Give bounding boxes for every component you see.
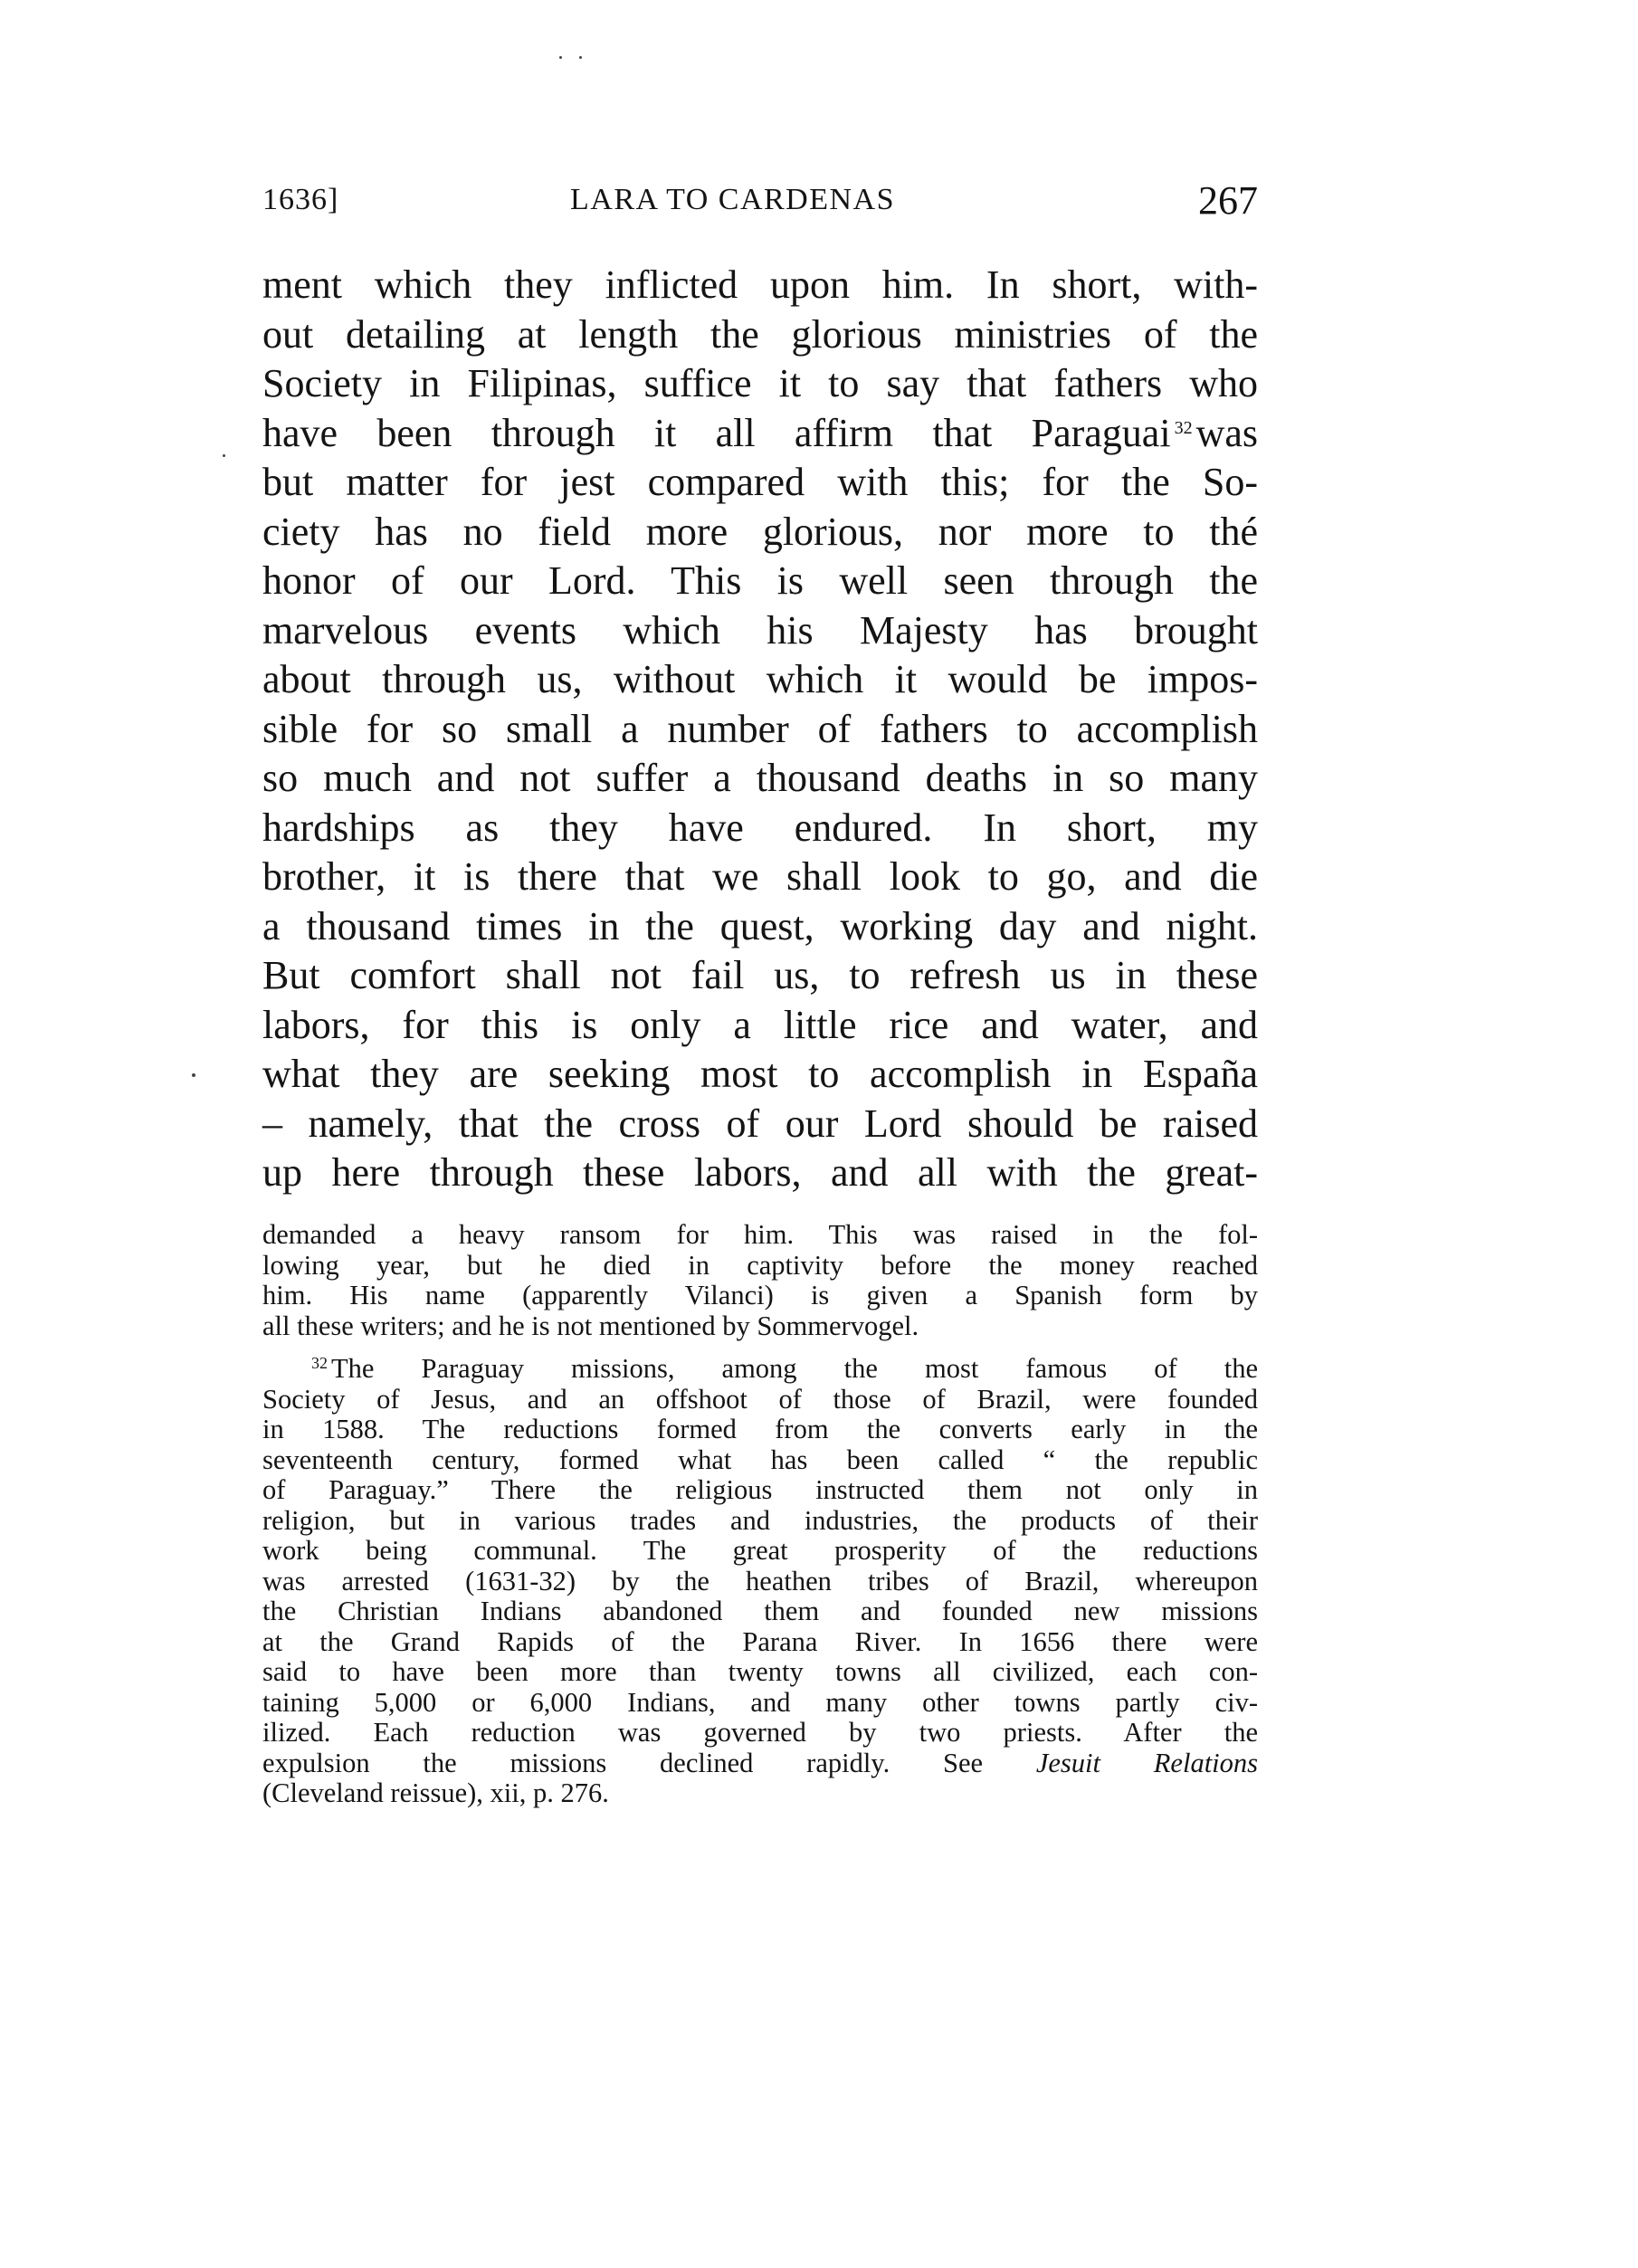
footnote-line: in 1588. The reductions formed from the converts early in the bbox=[262, 1414, 1258, 1444]
footnote-line: was arrested (1631-32) by the heathen tribes of Brazil, whereupon bbox=[262, 1565, 1258, 1596]
text-line: hardships as they have endured. In short, my bbox=[262, 805, 1258, 850]
header-title: LARA TO CARDENAS bbox=[570, 183, 896, 216]
footnote-line: religion, but in various trades and industries, the products of their bbox=[262, 1504, 1258, 1536]
footnote-line: taining 5,000 or 6,000 Indians, and many other towns partly civ- bbox=[262, 1686, 1258, 1718]
text-line: sible for so small a number of fathers to accomplish bbox=[262, 706, 1258, 751]
scan-speck bbox=[192, 1073, 195, 1077]
footnote-gap bbox=[262, 1341, 1258, 1354]
text-line-part: was bbox=[1195, 410, 1258, 455]
footnote-line-with-citation bbox=[262, 1749, 1258, 1779]
text-line: brother, it is there that we shall look to go, and die bbox=[262, 854, 1258, 899]
footnote-continued bbox=[262, 1220, 1258, 1341]
footnote-line: all these writers; and he is not mentioned by Sommervogel. bbox=[262, 1310, 919, 1341]
scan-speck bbox=[223, 454, 225, 457]
footnote-line: work being communal. The great prosperity of the reductions bbox=[262, 1535, 1258, 1566]
text-line: Society in Filipinas, suffice it to say that fathers who bbox=[262, 361, 1258, 405]
page-number: 267 bbox=[1198, 178, 1258, 223]
footnote-line: demanded a heavy ransom for him. This was raised in the fol- bbox=[262, 1219, 1258, 1250]
footnote-line: the Christian Indians abandoned them and founded new missions bbox=[262, 1596, 1258, 1626]
text-line-part: have been through it all affirm that Paraguai bbox=[262, 410, 1171, 455]
text-line: honor of our Lord. This is well seen through the bbox=[262, 558, 1258, 603]
footnote-last-line: (Cleveland reissue), xii, p. 276. bbox=[262, 1777, 609, 1808]
text-line-with-footnote-ref bbox=[262, 409, 1258, 459]
text-line: ment which they inflicted upon him. In short, with- bbox=[262, 262, 1258, 307]
footnote-first-line bbox=[262, 1354, 1258, 1385]
scan-speck bbox=[579, 56, 582, 59]
footnote-line: ilized. Each reduction was governed by two priests. After the bbox=[262, 1717, 1258, 1748]
footnote-line-part: expulsion the missions declined rapidly. See bbox=[262, 1747, 984, 1778]
header-year: 1636] bbox=[262, 183, 339, 216]
footnote-line: at the Grand Rapids of the Parana River. In 1656 there were bbox=[262, 1625, 1258, 1657]
text-line: – namely, that the cross of our Lord should be raised bbox=[262, 1101, 1258, 1146]
footnote-line: lowing year, but he died in captivity before the money reached bbox=[262, 1249, 1258, 1281]
footnote-line: seventeenth century, formed what has been called “ the republic bbox=[262, 1444, 1258, 1475]
text-line: But comfort shall not fail us, to refresh us in these bbox=[262, 953, 1258, 997]
footnote-marker-32: 32 bbox=[311, 1354, 328, 1372]
footnote-line: said to have been more than twenty towns all civilized, each con- bbox=[262, 1656, 1258, 1687]
footnote-line: of Paraguay.” There the religious instructed them not only in bbox=[262, 1474, 1258, 1505]
footnote-ref-32[interactable]: 32 bbox=[1174, 417, 1193, 438]
text-line: labors, for this is only a little rice and water, and bbox=[262, 1002, 1258, 1047]
text-line: out detailing at length the glorious ministries of the bbox=[262, 311, 1258, 357]
text-line: about through us, without which it would be impos- bbox=[262, 657, 1258, 701]
citation-title: Jesuit Relations bbox=[1035, 1747, 1259, 1778]
footnote-line: him. His name (apparently Vilanci) is given a Spanish form by bbox=[262, 1280, 1258, 1310]
text-line: a thousand times in the quest, working day and night. bbox=[262, 903, 1258, 948]
footnotes bbox=[262, 1220, 1258, 1809]
text-line: what they are seeking most to accomplish in España bbox=[262, 1052, 1258, 1096]
text-line: marvelous events which his Majesty has brought bbox=[262, 607, 1258, 653]
text-line: so much and not suffer a thousand deaths in so many bbox=[262, 756, 1258, 800]
running-header bbox=[262, 177, 1258, 232]
text-line: up here through these labors, and all with the great- bbox=[262, 1150, 1258, 1195]
main-text bbox=[262, 261, 1258, 1198]
text-line: but matter for jest compared with this; for the So- bbox=[262, 460, 1258, 504]
footnote-line-part: The Paraguay missions, among the most famous of the bbox=[331, 1353, 1258, 1384]
footnote-line: Society of Jesus, and an offshoot of those of Brazil, were founded bbox=[262, 1383, 1258, 1415]
scan-speck bbox=[559, 56, 562, 59]
footnote-32 bbox=[262, 1354, 1258, 1809]
text-line: ciety has no field more glorious, nor more to thé bbox=[262, 509, 1258, 554]
